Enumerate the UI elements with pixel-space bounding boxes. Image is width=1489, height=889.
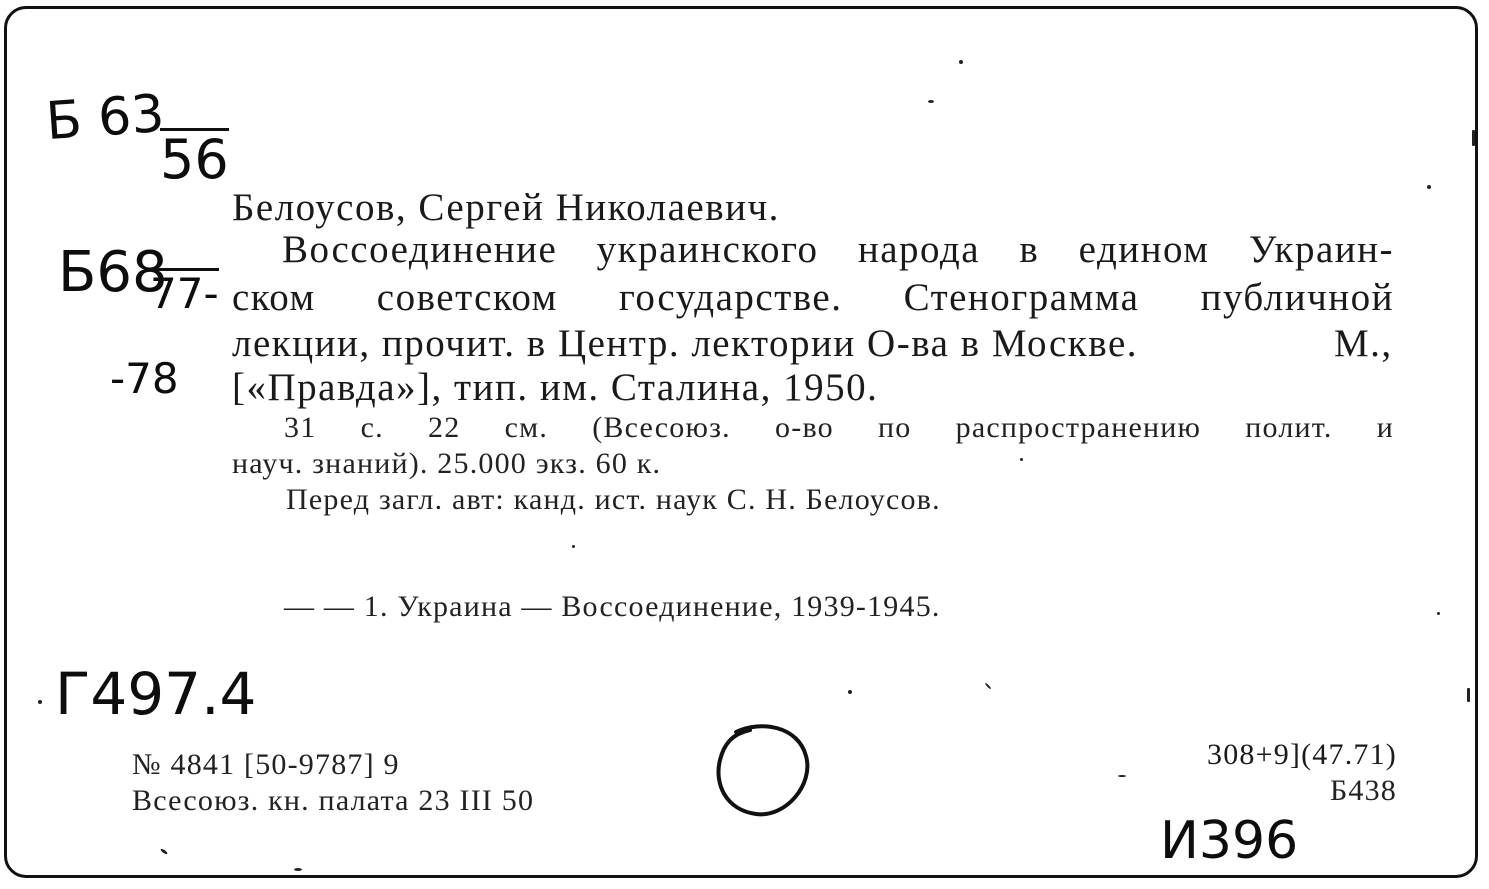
- handwritten-bottom-code: И396: [1160, 811, 1299, 871]
- handwritten-shelf-code: Г497.4: [55, 660, 257, 728]
- speck: [1467, 688, 1470, 702]
- title-line-3: лекции, прочит. в Центр. лектории О-ва в Москве.: [232, 322, 1139, 365]
- speck: [1020, 458, 1023, 461]
- speck: [928, 100, 934, 103]
- author-mark: Б438: [1329, 774, 1397, 807]
- handdrawn-circle-mark: [706, 718, 818, 828]
- author-heading: Белоусов, Сергей Николаевич.: [232, 186, 780, 229]
- speck: [1472, 130, 1475, 146]
- title-line-1: Воссоединение украинского народа в едином Украин-: [282, 228, 1394, 271]
- record-number: № 4841 [50-9787] 9: [132, 748, 400, 781]
- handwritten-code-top: Б 63: [44, 83, 167, 153]
- speck: [848, 690, 852, 694]
- place-of-publication: М.,: [1334, 322, 1393, 365]
- speck: [38, 700, 42, 704]
- handwritten-code-side-sub: 77-: [150, 269, 219, 318]
- handwritten-code-side: Б68: [58, 240, 168, 305]
- handwritten-code-side-extra: -78: [110, 354, 179, 403]
- author-note: Перед загл. авт: канд. ист. наук С. Н. Белоусов.: [286, 483, 941, 516]
- speck: [294, 868, 302, 871]
- physical-description-line-2: науч. знаний). 25.000 экз. 60 к.: [232, 447, 662, 480]
- subject-heading: — — 1. Украина — Воссоединение, 1939-1945.: [284, 590, 941, 623]
- book-chamber-line: Всесоюз. кн. палата 23 III 50: [132, 784, 535, 817]
- speck: [1427, 185, 1431, 189]
- classification-index: 308+9](47.71): [1207, 738, 1397, 771]
- speck: [1118, 775, 1126, 777]
- speck: [959, 60, 963, 64]
- title-line-2: ском советском государстве. Стенограмма публичной: [232, 276, 1394, 319]
- physical-description-line-1: 31 с. 22 см. (Всесоюз. о-во по распространению полит. и: [284, 411, 1394, 444]
- title-line-4: [«Правда»], тип. им. Сталина, 1950.: [232, 366, 879, 409]
- speck: [572, 545, 575, 548]
- speck: [1437, 612, 1440, 615]
- handwritten-code-top-sub: 56: [160, 128, 229, 191]
